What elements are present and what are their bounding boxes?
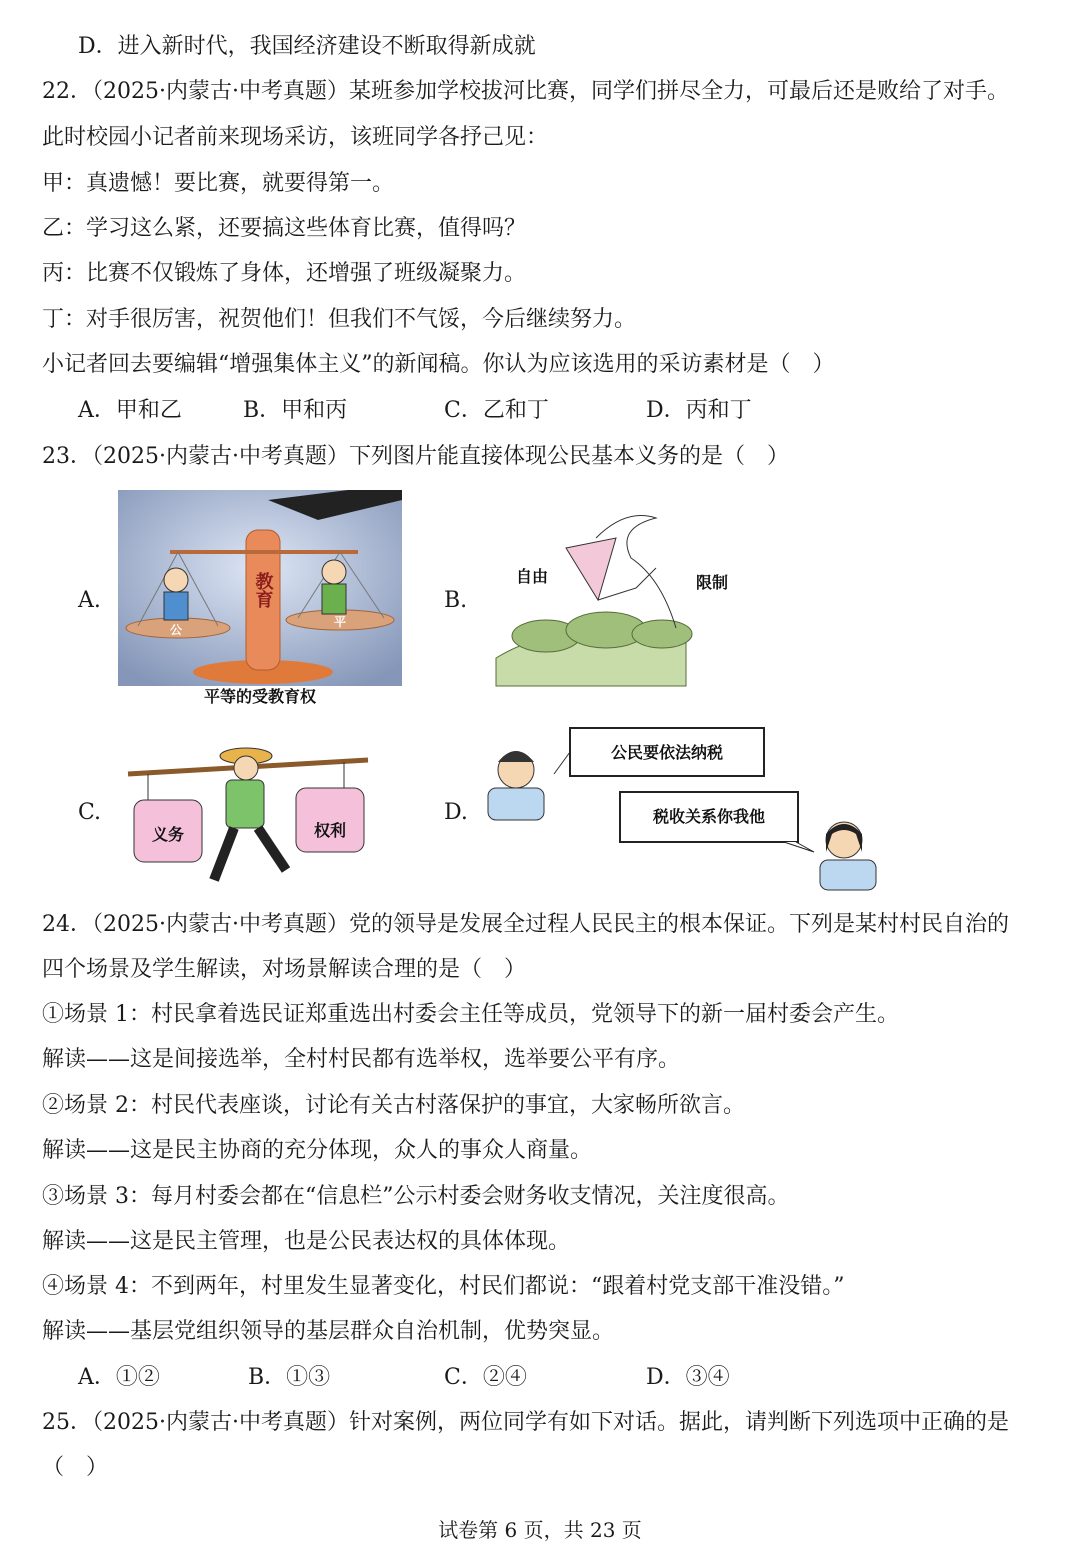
image-d-bubble-1: 公民要依法纳税: [610, 743, 724, 762]
q22-yi: 乙：学习这么紧，还要搞这些体育比赛，值得吗？: [42, 216, 527, 241]
image-a-right-pan: 平: [333, 615, 347, 629]
q22-ding: 丁：对手很厉害，祝贺他们！但我们不气馁，今后继续努力。: [42, 307, 637, 332]
q22-bing: 丙：比赛不仅锻炼了身体，还增强了班级凝聚力。: [42, 261, 527, 286]
q22-stem-2: 此时校园小记者前来现场采访，该班同学各抒己见：: [42, 125, 549, 150]
q23-letter-d: D.: [444, 800, 468, 825]
q25-stem-2: （ ）: [42, 1455, 109, 1480]
q24-reading-2: 解读——这是民主协商的充分体现，众人的事众人商量。: [42, 1138, 593, 1163]
q22-option-d: D．丙和丁: [646, 398, 752, 423]
q24-option-a: A．①②: [78, 1365, 160, 1390]
image-b-right-label: 限制: [695, 573, 729, 592]
page-footer: 试卷第 6 页，共 23 页: [438, 1518, 642, 1542]
q24-reading-1: 解读——这是间接选举，全村村民都有选举权，选举要公平有序。: [42, 1047, 681, 1072]
image-b-left-label: 自由: [515, 567, 549, 586]
q23-letter-b: B.: [444, 588, 468, 613]
image-a-left-pan: 公: [169, 623, 183, 637]
q22-option-c: C．乙和丁: [444, 398, 549, 423]
image-d-tax-dialogue: [484, 722, 890, 892]
q23-stem: 23．（2025·内蒙古·中考真题）下列图片能直接体现公民基本义务的是（ ）: [42, 444, 789, 469]
line-q21-d: D．进入新时代，我国经济建设不断取得新成就: [78, 34, 536, 59]
q24-option-d: D．③④: [646, 1365, 730, 1390]
image-d-bubble-2: 税收关系你我他: [652, 807, 766, 826]
q24-scene-4: ④场景 4：不到两年，村里发生显著变化，村民们都说：“跟着村党支部干准没错。”: [42, 1274, 845, 1299]
q24-option-c: C．②④: [444, 1365, 527, 1390]
q24-reading-4: 解读——基层党组织领导的基层群众自治机制，优势突显。: [42, 1319, 615, 1344]
image-c-carrying-pole: [118, 730, 380, 896]
q22-stem-1: 22．（2025·内蒙古·中考真题）某班参加学校拔河比赛，同学们拼尽全力，可最后还是败给了对手。: [42, 79, 1009, 104]
q24-scene-2: ②场景 2：村民代表座谈，讨论有关古村落保护的事宜，大家畅所欲言。: [42, 1093, 745, 1118]
q25-stem-1: 25．（2025·内蒙古·中考真题）针对案例，两位同学有如下对话。据此，请判断下列选项中正确的是: [42, 1410, 1009, 1435]
q24-stem-1: 24．（2025·内蒙古·中考真题）党的领导是发展全过程人民民主的根本保证。下列是某村村民自治的: [42, 912, 1009, 937]
q23-letter-a: A.: [78, 588, 101, 613]
q23-letter-c: C.: [78, 800, 102, 825]
q24-scene-3: ③场景 3：每月村委会都在“信息栏”公示村委会财务收支情况，关注度很高。: [42, 1184, 790, 1209]
q22-option-a: A．甲和乙: [78, 398, 182, 423]
image-a-caption: 平等的受教育权: [203, 687, 317, 706]
image-b-kite: [486, 508, 736, 690]
image-a-center-label: 教育: [252, 572, 274, 608]
image-c-left-basket: 义务: [151, 825, 185, 844]
q24-option-b: B．①③: [248, 1365, 331, 1390]
q24-scene-1: ①场景 1：村民拿着选民证郑重选出村委会主任等成员，党领导下的新一届村委会产生。: [42, 1002, 899, 1027]
q24-reading-3: 解读——这是民主管理，也是公民表达权的具体体现。: [42, 1229, 571, 1254]
q22-jia: 甲：真遗憾！要比赛，就要得第一。: [42, 171, 395, 196]
q22-question: 小记者回去要编辑“增强集体主义”的新闻稿。你认为应该选用的采访素材是（ ）: [42, 352, 835, 377]
image-a-scale: [118, 490, 402, 706]
q22-option-b: B．甲和丙: [243, 398, 348, 423]
q24-stem-2: 四个场景及学生解读，对场景解读合理的是（ ）: [42, 957, 527, 982]
image-c-right-basket: 权利: [313, 821, 347, 840]
